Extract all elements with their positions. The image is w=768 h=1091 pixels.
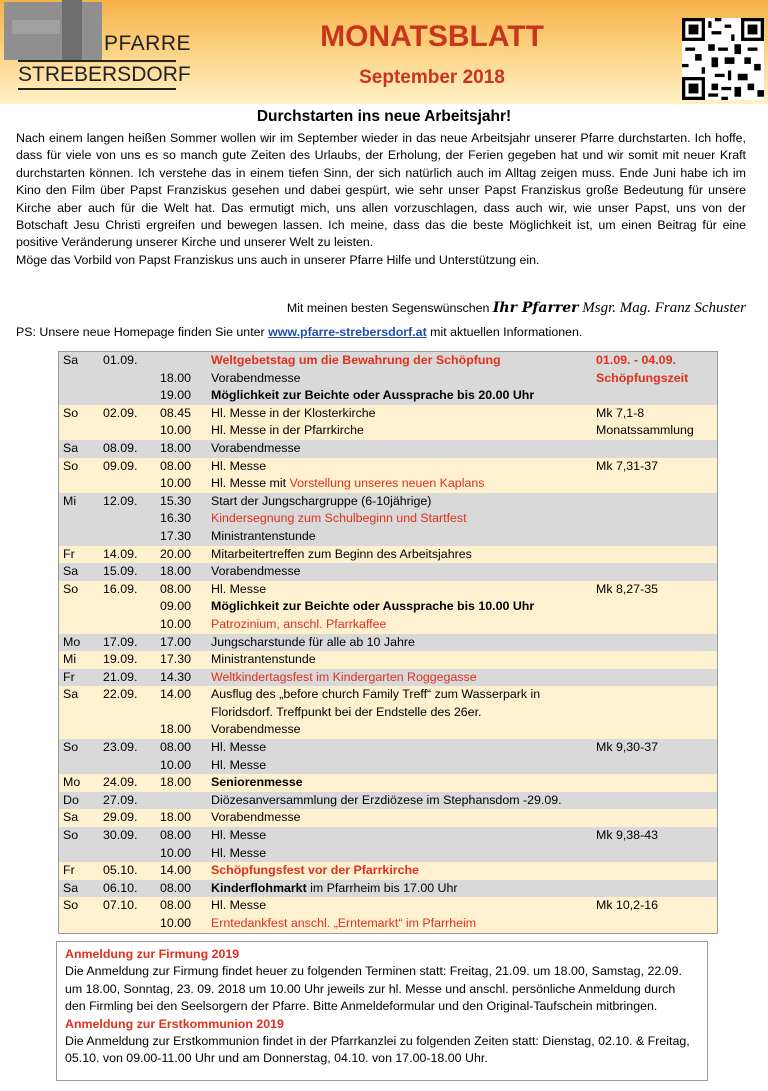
event-time: 18.00 bbox=[160, 810, 192, 825]
schedule-row bbox=[59, 651, 717, 669]
event-description: Hl. Messe bbox=[211, 581, 267, 596]
schedule-line bbox=[59, 616, 717, 634]
weekday: So bbox=[63, 458, 79, 473]
event-description: Hl. Messe bbox=[211, 757, 267, 772]
event-time: 10.00 bbox=[160, 916, 192, 930]
schedule-row bbox=[59, 686, 717, 739]
event-time: 10.00 bbox=[160, 476, 192, 491]
schedule-row bbox=[59, 581, 717, 634]
event-time: 08.00 bbox=[160, 581, 192, 596]
event-note: Schöpfungszeit bbox=[596, 370, 689, 385]
event-description: Möglichkeit zur Beichte oder Aussprache bis 20.00 Uhr bbox=[211, 388, 535, 403]
weekday: Sa bbox=[63, 810, 79, 825]
event-note: Mk 10,2-16 bbox=[596, 898, 658, 913]
schedule-row bbox=[59, 493, 717, 546]
event-date: 21.09. bbox=[103, 669, 138, 684]
qr-code-icon[interactable] bbox=[682, 18, 764, 100]
event-note: Mk 8,27-35 bbox=[596, 581, 658, 596]
event-time: 08.45 bbox=[160, 405, 192, 420]
schedule-line bbox=[59, 809, 717, 827]
event-date: 15.09. bbox=[103, 564, 138, 579]
event-time: 20.00 bbox=[160, 546, 192, 561]
event-date: 07.10. bbox=[103, 898, 138, 913]
schedule-line bbox=[59, 563, 717, 581]
event-date: 19.09. bbox=[103, 652, 138, 667]
schedule-row bbox=[59, 634, 717, 652]
weekday: Sa bbox=[63, 687, 79, 702]
event-description: Vorabendmesse bbox=[211, 370, 301, 385]
schedule-row bbox=[59, 669, 717, 687]
signature: Mit meinen besten Segenswünschen Ihr Pfarrer Msgr. Mag. Franz Schuster bbox=[286, 300, 746, 316]
event-time: 10.00 bbox=[160, 423, 192, 438]
event-time: 19.00 bbox=[160, 388, 192, 403]
weekday: Sa bbox=[63, 564, 79, 579]
event-description: Hl. Messe in der Pfarrkirche bbox=[211, 423, 364, 438]
firmung-title: Anmeldung zur Firmung 2019 bbox=[65, 947, 240, 961]
event-date: 06.10. bbox=[103, 880, 138, 895]
schedule-line bbox=[59, 792, 717, 810]
event-date: 23.09. bbox=[103, 740, 138, 755]
event-description: Seniorenmesse bbox=[211, 775, 303, 790]
page-title: MONATSBLATT bbox=[320, 20, 544, 53]
schedule-line bbox=[59, 405, 717, 423]
erstkommunion-text: Die Anmeldung zur Erstkommunion findet in der Pfarrkanzlei zu folgenden Zeiten statt: Dienstag, 02.10. & Freitag, 05.10. von 09.00-11.00 Uhr und am Donnerstag, 04.10. von 17.00-18.00 Uhr. bbox=[65, 1034, 690, 1066]
intro-closing: Möge das Vorbild von Papst Franziskus uns auch in unserer Pfarre Hilfe und Unterstützung ein. bbox=[16, 252, 540, 267]
event-date: 24.09. bbox=[103, 775, 138, 790]
schedule-line bbox=[59, 686, 717, 704]
event-description: Vorabendmesse bbox=[211, 810, 301, 825]
event-date: 29.09. bbox=[103, 810, 138, 825]
event-description: Diözesanversammlung der Erzdiözese im Stephansdom -29.09. bbox=[211, 792, 562, 807]
event-description: Patrozinium, anschl. Pfarrkaffee bbox=[211, 616, 387, 631]
schedule-line bbox=[59, 510, 717, 528]
schedule-line bbox=[59, 458, 717, 476]
event-date: 12.09. bbox=[103, 493, 138, 508]
weekday: Sa bbox=[63, 880, 79, 895]
weekday: So bbox=[63, 828, 79, 843]
schedule-row bbox=[59, 862, 717, 880]
intro-paragraph: Nach einem langen heißen Sommer wollen wir im September wieder in das neue Arbeitsjahr unserer Pfarre durchstarten. Ich hoffe, dass für viele von uns es so manch gute Zeiten des Urlaubs, der Erholung, der Ferien gegeben hat und wir somit mit neuer Kraft durchstarten können. Ich verstehe das in einem tiefen Sinn, der sich natürlich auch im Alltag zeigen muss. Ende Juni habe ich im Kino den Film über Papst Franziskus gesehen und dabei gespürt, wie sehr unser Papst Franziskus große Bedeutung für unsere Kirche aber auch für die Welt hat. Das ermutigt mich, uns allen vorzuschlagen, dass auch wir, wie unser Papst, uns von der Botschaft Jesu Christi ergreifen und bewegen lassen. Ich meine, dass das die beste Möglichkeit ist, um einen Beitrag für eine positive Veränderung unserer Kirche und unserer Welt zu leisten. bbox=[16, 131, 746, 250]
weekday: Mi bbox=[63, 493, 77, 508]
schedule-row bbox=[59, 792, 717, 810]
event-date: 02.09. bbox=[103, 405, 138, 420]
weekday: Fr bbox=[63, 546, 75, 561]
event-description: Ministrantenstunde bbox=[211, 528, 316, 543]
event-time: 18.00 bbox=[160, 440, 192, 455]
weekday: Sa bbox=[63, 440, 79, 455]
schedule-row bbox=[59, 774, 717, 792]
schedule-line bbox=[59, 598, 717, 616]
event-note: 01.09. - 04.09. bbox=[596, 353, 676, 367]
schedule-line bbox=[59, 546, 717, 564]
schedule-line bbox=[59, 387, 717, 405]
parish-logo bbox=[0, 0, 192, 96]
schedule-line bbox=[59, 651, 717, 669]
schedule-row bbox=[59, 880, 717, 898]
event-description: Start der Jungschargruppe (6-10jährige) bbox=[211, 493, 432, 508]
event-date: 27.09. bbox=[103, 792, 138, 807]
schedule-line bbox=[59, 704, 717, 722]
schedule-line bbox=[59, 757, 717, 775]
event-description: Floridsdorf. Treffpunkt bei der Endstelle des 26er. bbox=[211, 704, 482, 719]
schedule-line bbox=[59, 915, 717, 933]
event-description: Weltgebetstag um die Bewahrung der Schöpfung bbox=[211, 353, 501, 367]
event-time: 09.00 bbox=[160, 599, 192, 614]
event-description: Hl. Messe bbox=[211, 828, 267, 843]
event-description: Erntedankfest anschl. „Erntemarkt“ im Pfarrheim bbox=[211, 916, 477, 930]
schedule-line bbox=[59, 827, 717, 845]
event-description: Mitarbeitertreffen zum Beginn des Arbeitsjahres bbox=[211, 546, 472, 561]
event-time: 14.30 bbox=[160, 669, 192, 684]
schedule-line bbox=[59, 721, 717, 739]
logo-text-pfarre: PFARRE bbox=[104, 32, 192, 55]
firmung-text: Die Anmeldung zur Firmung findet heuer zu folgenden Terminen statt: Freitag, 21.09. um 18.00, Samstag, 22.09. um 18.00, Sonntag, 23. 09. 2018 um 10.00 Uhr jeweils zur hl. Messe und anschl. persönliche Anmeldung durch den Firmling bei den Seelsorgern der Pfarre. Bitte Anmeldeformular und den Original-Taufschein mitbringen. bbox=[65, 964, 682, 1014]
event-date: 09.09. bbox=[103, 458, 138, 473]
event-note: Mk 7,1-8 bbox=[596, 405, 645, 420]
schedule-row bbox=[59, 809, 717, 827]
intro-headline: Durchstarten ins neue Arbeitsjahr! bbox=[256, 108, 512, 125]
schedule-row bbox=[59, 827, 717, 862]
event-description: Hl. Messe mit Vorstellung unseres neuen Kaplans bbox=[211, 476, 485, 491]
logo-text-strebersdorf: STREBERSDORF bbox=[18, 60, 176, 90]
event-description: Hl. Messe bbox=[211, 740, 267, 755]
event-description: Weltkindertagsfest im Kindergarten Roggegasse bbox=[211, 669, 477, 684]
schedule-row bbox=[59, 563, 717, 581]
weekday: Sa bbox=[63, 353, 79, 367]
event-description: Vorabendmesse bbox=[211, 564, 301, 579]
event-time: 18.00 bbox=[160, 722, 192, 737]
schedule-line bbox=[59, 880, 717, 898]
schedule-line bbox=[59, 739, 717, 757]
event-time: 08.00 bbox=[160, 458, 192, 473]
page-subtitle: September 2018 bbox=[359, 67, 505, 88]
event-date: 08.09. bbox=[103, 440, 138, 455]
weekday: Fr bbox=[63, 669, 75, 684]
schedule-line bbox=[59, 528, 717, 546]
event-description: Vorabendmesse bbox=[211, 722, 301, 737]
event-time: 18.00 bbox=[160, 775, 192, 790]
registration-box bbox=[56, 941, 708, 1081]
schedule-line bbox=[59, 897, 717, 915]
event-time: 17.30 bbox=[160, 528, 192, 543]
event-date: 16.09. bbox=[103, 581, 138, 596]
schedule-line bbox=[59, 475, 717, 493]
event-description: Ministrantenstunde bbox=[211, 652, 316, 667]
event-note: Monatssammlung bbox=[596, 423, 694, 438]
event-date: 01.09. bbox=[103, 353, 138, 367]
schedule-row bbox=[59, 352, 717, 405]
intro-text bbox=[16, 130, 746, 269]
event-time: 18.00 bbox=[160, 370, 192, 385]
event-description: Möglichkeit zur Beichte oder Aussprache bis 10.00 Uhr bbox=[211, 599, 535, 614]
ps-note: PS: Unsere neue Homepage finden Sie unter www.pfarre-strebersdorf.at mit aktuellen Informationen. bbox=[16, 325, 583, 339]
schedule-line bbox=[59, 352, 717, 370]
event-time: 08.00 bbox=[160, 828, 192, 843]
schedule-line bbox=[59, 581, 717, 599]
event-time: 08.00 bbox=[160, 898, 192, 913]
event-description: Ausflug des „before church Family Treff“ zum Wasserpark in bbox=[211, 687, 541, 702]
event-note: Mk 9,38-43 bbox=[596, 828, 658, 843]
event-date: 30.09. bbox=[103, 828, 138, 843]
weekday: Mi bbox=[63, 652, 77, 667]
header-banner bbox=[0, 0, 768, 104]
event-time: 18.00 bbox=[160, 564, 192, 579]
event-date: 22.09. bbox=[103, 687, 138, 702]
erstkommunion-title: Anmeldung zur Erstkommunion 2019 bbox=[65, 1016, 284, 1031]
schedule-line bbox=[59, 845, 717, 863]
homepage-link[interactable]: www.pfarre-strebersdorf.at bbox=[268, 325, 427, 339]
weekday: So bbox=[63, 898, 79, 913]
weekday: Mo bbox=[63, 775, 81, 790]
event-description: Hl. Messe bbox=[211, 845, 267, 860]
event-time: 10.00 bbox=[160, 845, 192, 860]
event-description: Kinderflohmarkt im Pfarrheim bis 17.00 Uhr bbox=[211, 880, 458, 895]
weekday: Fr bbox=[63, 863, 75, 878]
schedule-line bbox=[59, 669, 717, 687]
schedule-table bbox=[58, 351, 718, 934]
schedule-row bbox=[59, 897, 717, 932]
event-date: 14.09. bbox=[103, 546, 138, 561]
event-time: 14.00 bbox=[160, 863, 192, 878]
event-time: 10.00 bbox=[160, 616, 192, 631]
event-time: 14.00 bbox=[160, 687, 192, 702]
weekday: So bbox=[63, 405, 79, 420]
schedule-line bbox=[59, 493, 717, 511]
event-time: 08.00 bbox=[160, 880, 192, 895]
schedule-row bbox=[59, 458, 717, 493]
schedule-row bbox=[59, 546, 717, 564]
event-description: Schöpfungsfest vor der Pfarrkirche bbox=[211, 863, 419, 878]
schedule-row bbox=[59, 440, 717, 458]
event-time: 10.00 bbox=[160, 757, 192, 772]
schedule-line bbox=[59, 440, 717, 458]
weekday: So bbox=[63, 581, 79, 596]
schedule-line bbox=[59, 774, 717, 792]
event-date: 05.10. bbox=[103, 863, 138, 878]
event-time: 16.30 bbox=[160, 511, 192, 526]
schedule-line bbox=[59, 862, 717, 880]
event-date: 17.09. bbox=[103, 634, 138, 649]
event-description: Jungscharstunde für alle ab 10 Jahre bbox=[211, 634, 415, 649]
event-time: 17.30 bbox=[160, 652, 192, 667]
signature-name: Msgr. Mag. Franz Schuster bbox=[578, 300, 746, 316]
event-time: 17.00 bbox=[160, 634, 192, 649]
event-time: 15.30 bbox=[160, 493, 192, 508]
schedule-line bbox=[59, 634, 717, 652]
weekday: Mo bbox=[63, 634, 81, 649]
event-description: Hl. Messe bbox=[211, 898, 267, 913]
weekday: Do bbox=[63, 792, 79, 807]
event-description: Kindersegnung zum Schulbeginn und Startfest bbox=[211, 511, 467, 526]
event-time: 08.00 bbox=[160, 740, 192, 755]
event-description: Vorabendmesse bbox=[211, 440, 301, 455]
schedule-row bbox=[59, 739, 717, 774]
event-note: Mk 9,30-37 bbox=[596, 740, 658, 755]
event-note: Mk 7,31-37 bbox=[596, 458, 658, 473]
schedule-line bbox=[59, 422, 717, 440]
event-description: Hl. Messe in der Klosterkirche bbox=[211, 405, 376, 420]
schedule-line bbox=[59, 370, 717, 388]
weekday: So bbox=[63, 740, 79, 755]
schedule-row bbox=[59, 405, 717, 440]
event-description: Hl. Messe bbox=[211, 458, 267, 473]
signature-script: Ihr Pfarrer bbox=[492, 300, 579, 316]
